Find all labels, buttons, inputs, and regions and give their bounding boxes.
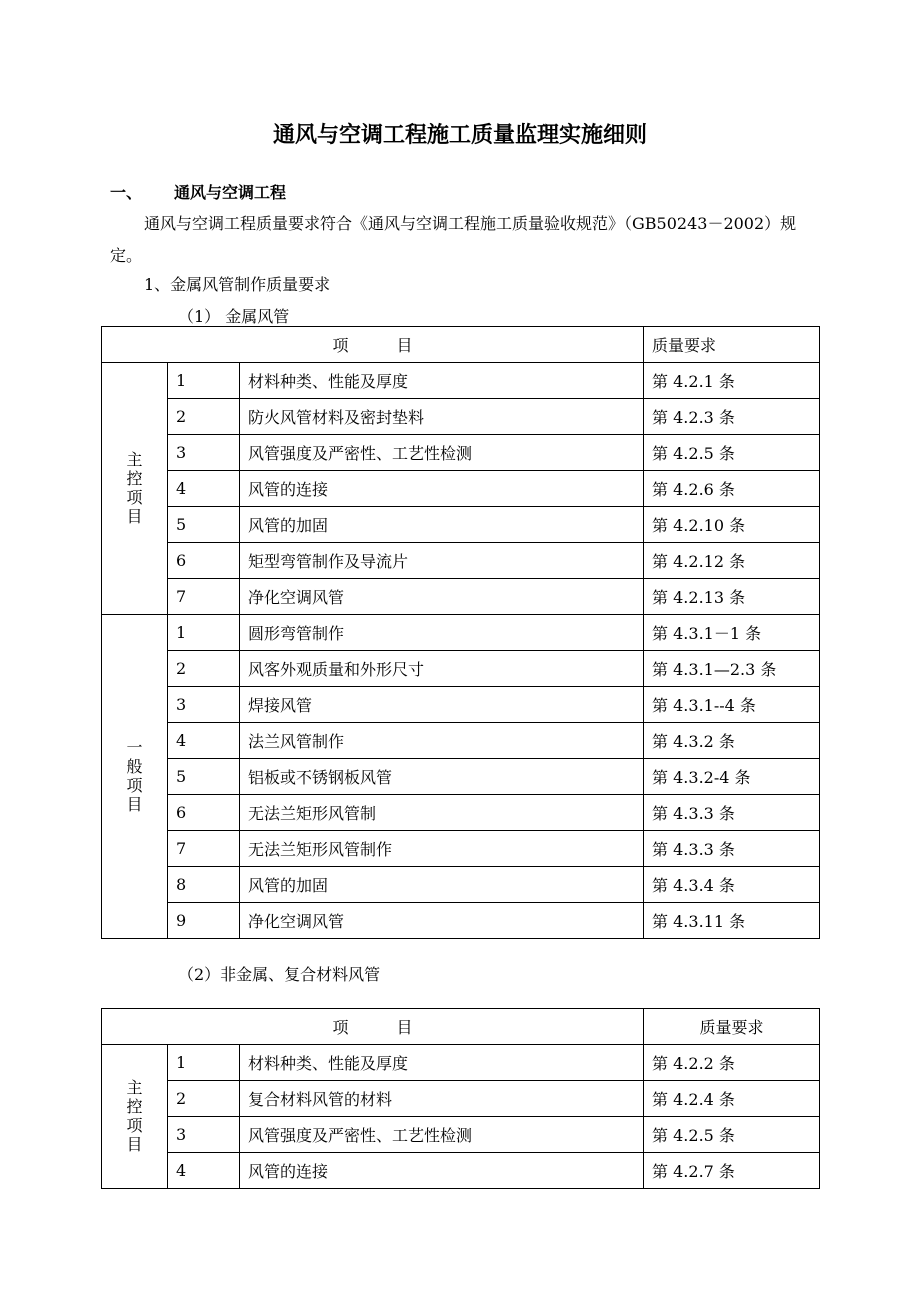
table1-caption: （1） 金属风管 <box>178 307 290 326</box>
row-number: 8 <box>168 867 240 903</box>
row-requirement: 第 4.2.2 条 <box>644 1045 820 1081</box>
row-requirement: 第 4.2.10 条 <box>644 507 820 543</box>
row-number: 9 <box>168 903 240 939</box>
row-item: 复合材料风管的材料 <box>240 1081 644 1117</box>
section-heading <box>110 180 286 203</box>
row-number: 7 <box>168 831 240 867</box>
row-requirement: 第 4.2.5 条 <box>644 435 820 471</box>
table-row <box>102 795 820 831</box>
row-item: 风管的连接 <box>240 471 644 507</box>
table-row <box>102 867 820 903</box>
header-requirement: 质量要求 <box>644 1009 820 1045</box>
row-requirement: 第 4.3.3 条 <box>644 795 820 831</box>
row-item: 材料种类、性能及厚度 <box>240 363 644 399</box>
row-requirement: 第 4.3.3 条 <box>644 831 820 867</box>
row-number: 2 <box>168 651 240 687</box>
row-item: 无法兰矩形风管制 <box>240 795 644 831</box>
table-row <box>102 723 820 759</box>
row-number: 3 <box>168 687 240 723</box>
row-requirement: 第 4.2.6 条 <box>644 471 820 507</box>
table-row <box>102 1117 820 1153</box>
row-requirement: 第 4.2.12 条 <box>644 543 820 579</box>
table1-header-row <box>102 327 820 363</box>
row-requirement: 第 4.3.1--4 条 <box>644 687 820 723</box>
table-row <box>102 1045 820 1081</box>
group-label-main: 主控项目 <box>102 363 168 615</box>
row-item: 法兰风管制作 <box>240 723 644 759</box>
row-number: 2 <box>168 399 240 435</box>
row-item: 防火风管材料及密封垫料 <box>240 399 644 435</box>
row-requirement: 第 4.2.1 条 <box>644 363 820 399</box>
group-label-main: 主控项目 <box>102 1045 168 1189</box>
row-item: 无法兰矩形风管制作 <box>240 831 644 867</box>
table-row <box>102 1081 820 1117</box>
table-row <box>102 435 820 471</box>
row-item: 风管强度及严密性、工艺性检测 <box>240 435 644 471</box>
row-number: 4 <box>168 1153 240 1189</box>
section-title: 通风与空调工程 <box>174 183 287 202</box>
row-requirement: 第 4.3.1—2.3 条 <box>644 651 820 687</box>
row-number: 3 <box>168 435 240 471</box>
row-number: 2 <box>168 1081 240 1117</box>
row-requirement: 第 4.3.11 条 <box>644 903 820 939</box>
header-item: 项 目 <box>102 327 644 363</box>
table-row <box>102 615 820 651</box>
row-item: 圆形弯管制作 <box>240 615 644 651</box>
row-number: 6 <box>168 795 240 831</box>
row-requirement: 第 4.2.7 条 <box>644 1153 820 1189</box>
table-row <box>102 759 820 795</box>
row-requirement: 第 4.2.4 条 <box>644 1081 820 1117</box>
row-number: 3 <box>168 1117 240 1153</box>
row-number: 4 <box>168 723 240 759</box>
table-row <box>102 399 820 435</box>
row-requirement: 第 4.3.2 条 <box>644 723 820 759</box>
row-item: 风管的连接 <box>240 1153 644 1189</box>
row-requirement: 第 4.3.1－1 条 <box>644 615 820 651</box>
row-requirement: 第 4.2.5 条 <box>644 1117 820 1153</box>
row-item: 铝板或不锈钢板风管 <box>240 759 644 795</box>
table-row <box>102 1153 820 1189</box>
row-requirement: 第 4.2.13 条 <box>644 579 820 615</box>
table-row <box>102 687 820 723</box>
intro-paragraph: 通风与空调工程质量要求符合《通风与空调工程施工质量验收规范》（GB50243－2002）规定。 <box>110 214 797 265</box>
row-number: 6 <box>168 543 240 579</box>
section-number: 一、 <box>110 183 143 202</box>
row-number: 5 <box>168 759 240 795</box>
table-row <box>102 579 820 615</box>
row-number: 1 <box>168 1045 240 1081</box>
header-item: 项 目 <box>102 1009 644 1045</box>
row-number: 5 <box>168 507 240 543</box>
row-number: 7 <box>168 579 240 615</box>
table2 <box>101 1008 820 1189</box>
table-row <box>102 471 820 507</box>
row-number: 4 <box>168 471 240 507</box>
row-item: 焊接风管 <box>240 687 644 723</box>
row-item: 净化空调风管 <box>240 903 644 939</box>
row-requirement: 第 4.2.3 条 <box>644 399 820 435</box>
row-item: 风管的加固 <box>240 867 644 903</box>
row-item: 材料种类、性能及厚度 <box>240 1045 644 1081</box>
row-number: 1 <box>168 363 240 399</box>
table-row <box>102 651 820 687</box>
row-requirement: 第 4.3.2-4 条 <box>644 759 820 795</box>
table2-caption: （2）非金属、复合材料风管 <box>178 965 381 984</box>
document-title: 通风与空调工程施工质量监理实施细则 <box>272 123 647 148</box>
table-row <box>102 831 820 867</box>
header-requirement: 质量要求 <box>644 327 820 363</box>
table-row <box>102 507 820 543</box>
group-label-general: 一般项目 <box>102 615 168 939</box>
row-item: 风客外观质量和外形尺寸 <box>240 651 644 687</box>
row-requirement: 第 4.3.4 条 <box>644 867 820 903</box>
table-row <box>102 903 820 939</box>
table-row <box>102 543 820 579</box>
row-item: 净化空调风管 <box>240 579 644 615</box>
row-item: 风管的加固 <box>240 507 644 543</box>
subsection-heading: 1、金属风管制作质量要求 <box>144 275 331 294</box>
row-item: 风管强度及严密性、工艺性检测 <box>240 1117 644 1153</box>
row-number: 1 <box>168 615 240 651</box>
table-row <box>102 363 820 399</box>
table1 <box>101 326 820 939</box>
row-item: 矩型弯管制作及导流片 <box>240 543 644 579</box>
table2-header-row <box>102 1009 820 1045</box>
